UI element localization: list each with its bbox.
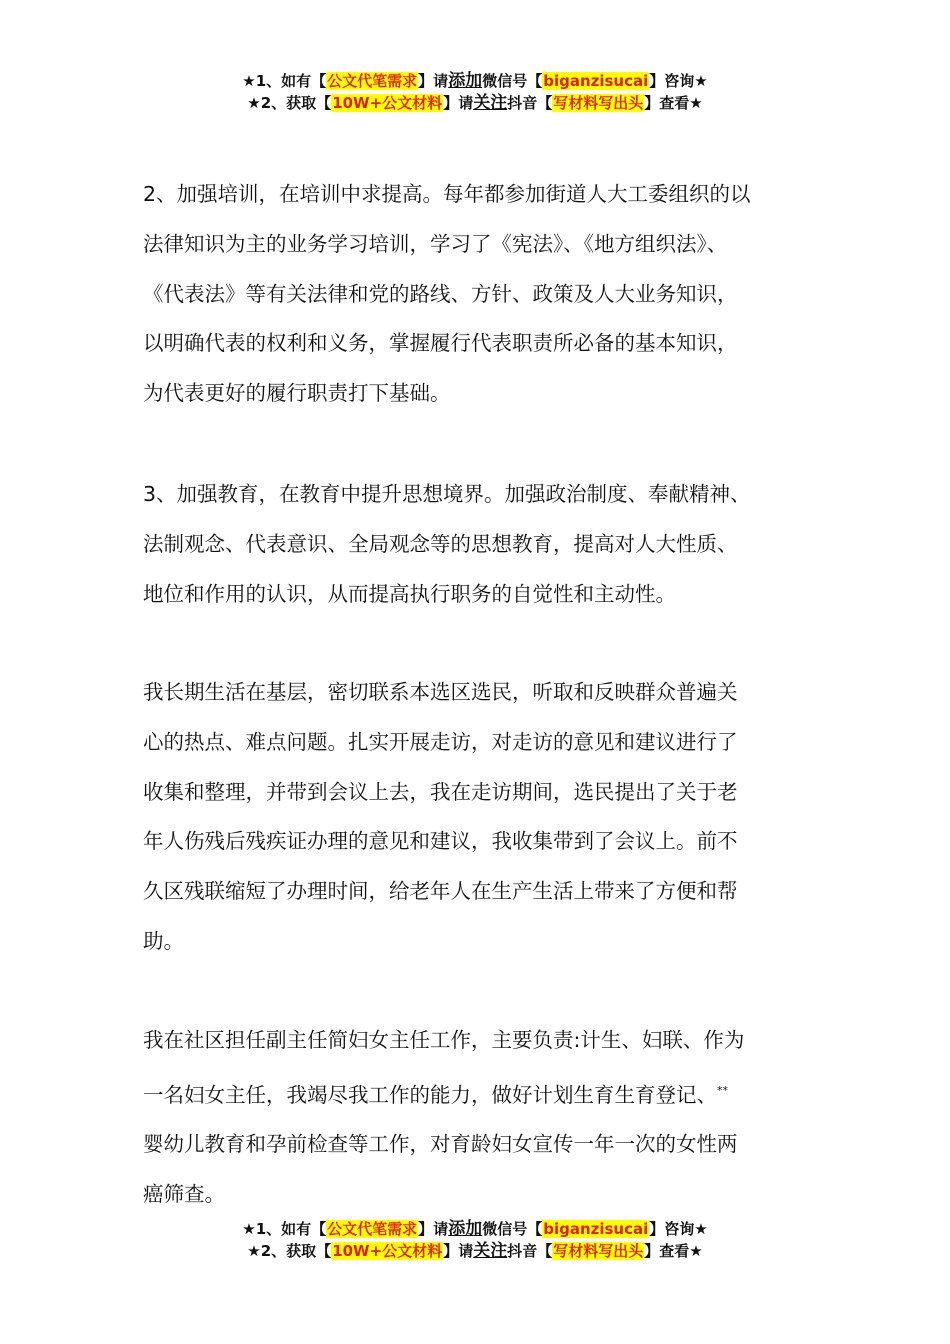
paragraph-grassroots: 我长期生活在基层，密切联系本选区选民，听取和反映群众普遍关 心的热点、难点问题。扎实开展走访，对走访的意见和建议进行了 收集和整理，并带到会议上去，我在走访期间，选民提出了关于老 年人伤残后残疾证办理的意见和建议，我收集带到了会议上。前不 久区残联缩短了办理时间，给老年人在生产生活上带来了方便和帮 助。 bbox=[143, 680, 738, 953]
highlight-service: 公文代笔需求 bbox=[327, 72, 418, 90]
paragraph-womens-work: 我在社区担任副主任简妇女主任工作，主要负责:计生、妇联、作为 一名妇女主任，我竭尽我工作的能力，做好计划生育生育登记、** 婴幼儿教育和孕前检查等工作，对育龄妇女宣传一年一次的女性两 癌筛查。 bbox=[143, 1028, 745, 1207]
highlight-wechat-id: biganzisucai bbox=[543, 72, 649, 90]
banner-line-1: ★1、如有【公文代笔需求】请添加微信号【biganzisucai】咨询★ bbox=[242, 71, 708, 91]
highlight-materials: 10W+公文材料 bbox=[332, 94, 443, 112]
footnote-marker: ** bbox=[717, 1083, 728, 1097]
banner-line-2: ★2、获取【10W+公文材料】请关注抖音【写材料写出头】查看★ bbox=[247, 93, 703, 113]
paragraph-education: 3、加强教育，在教育中提升思想境界。加强政治制度、奉献精神、 法制观念、代表意识、全局观念等的思想教育，提高对人大性质、 地位和作用的认识，从而提高执行职务的自觉性和主动性。 bbox=[143, 482, 751, 606]
footer-banner bbox=[0, 1218, 950, 1262]
header-banner bbox=[0, 70, 950, 114]
paragraph-training: 2、加强培训，在培训中求提高。每年都参加街道人大工委组织的以 法律知识为主的业务学习培训，学习了《宪法》、《地方组织法》、 《代表法》等有关法律和党的路线、方针、政策及人大业务知识， 以明确代表的权利和义务，掌握履行代表职责所必备的基本知识， 为代表更好的履行职责打下基础。 bbox=[143, 182, 751, 406]
footer-line-2: ★2、获取【10W+公文材料】请关注抖音【写材料写出头】查看★ bbox=[247, 1241, 703, 1261]
highlight-douyin: 写材料写出头 bbox=[553, 94, 644, 112]
footer-line-1: ★1、如有【公文代笔需求】请添加微信号【biganzisucai】咨询★ bbox=[242, 1219, 708, 1239]
